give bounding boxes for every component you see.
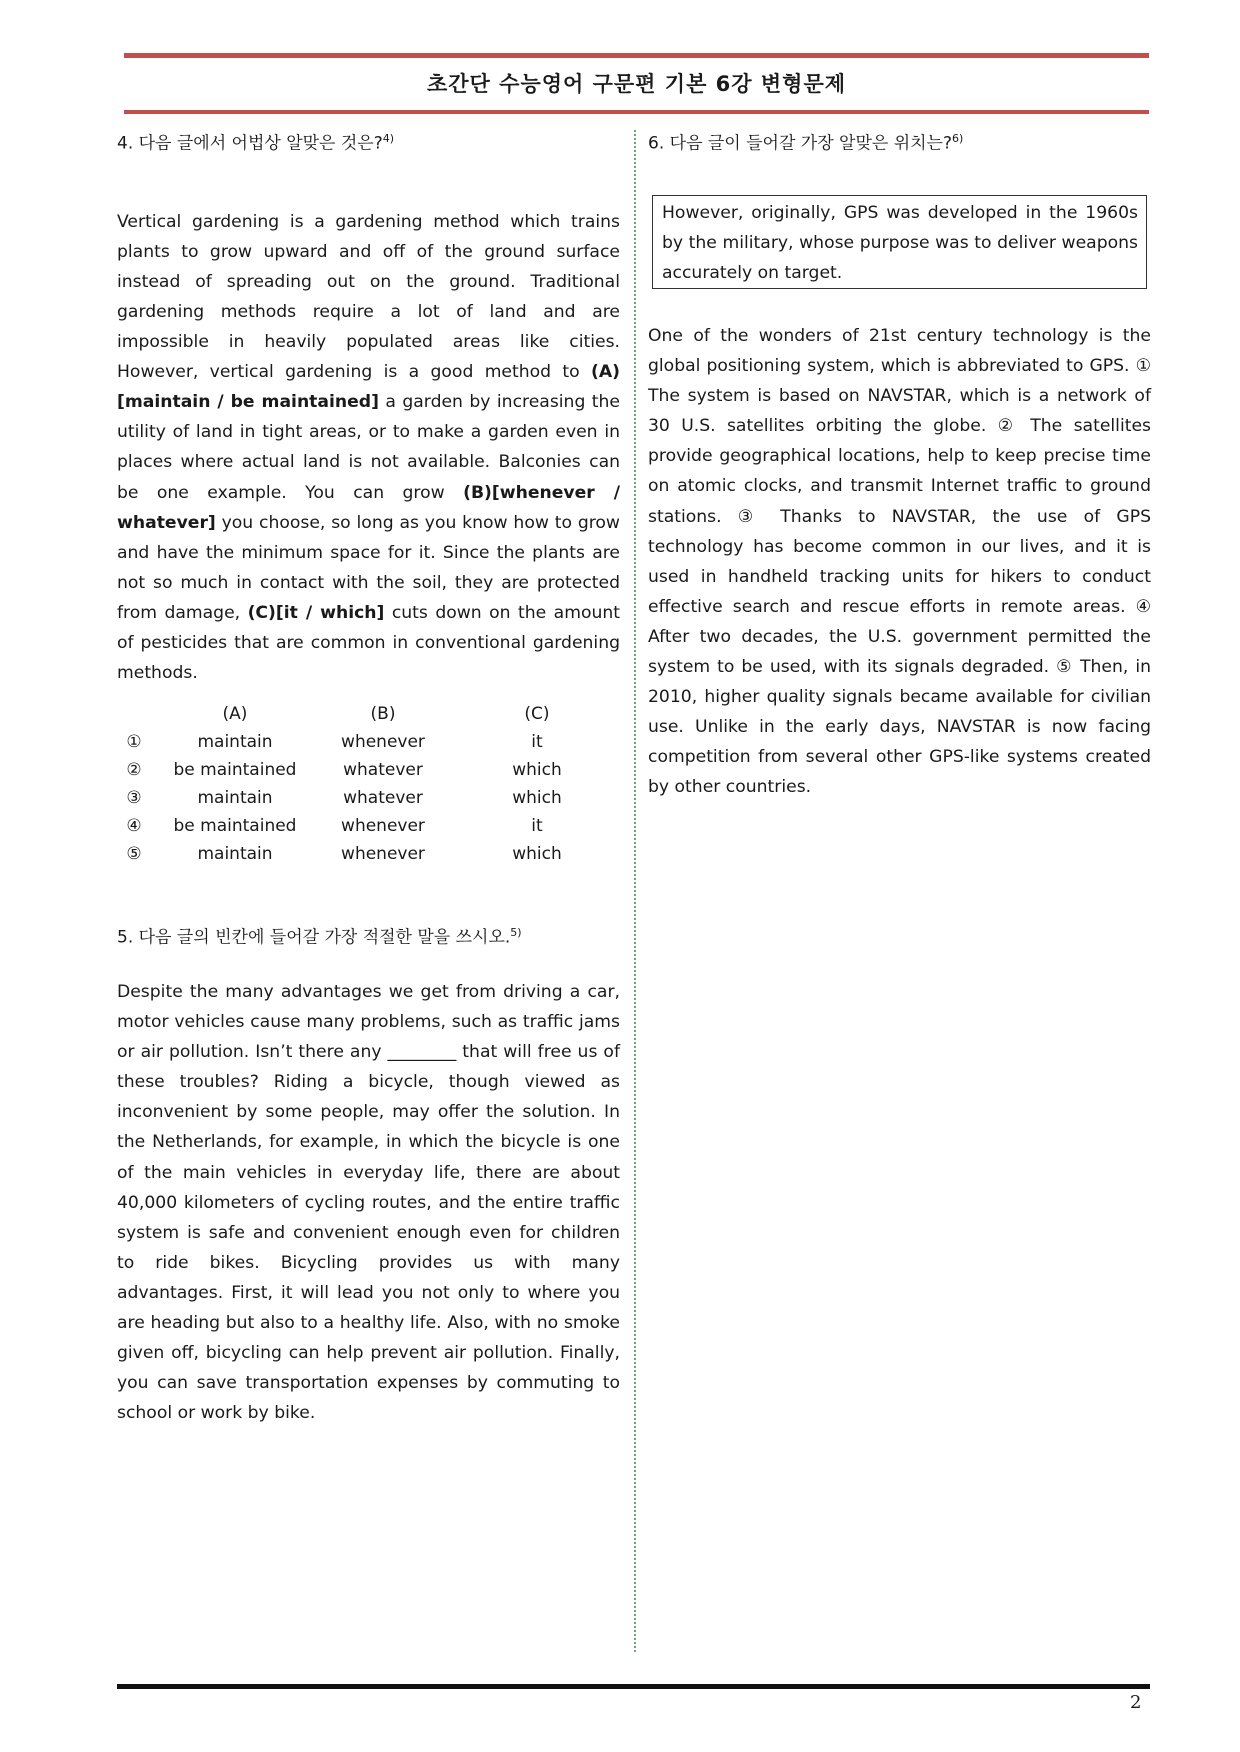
- option-number: ①: [126, 732, 142, 752]
- option-b: whatever: [343, 760, 423, 780]
- column-divider: [634, 130, 636, 1652]
- option-b: whenever: [341, 844, 425, 864]
- blank-a: (A)[maintain / be maintained]: [117, 362, 620, 413]
- question-6-passage: One of the wonders of 21st century technology is the global positioning system, which is abbreviated to GPS. ① The system is based on NAVSTAR, which is a network of 30 U.S. satellites orbiting the globe. ② The satellites provide geographical locations, help to keep precise time on atomic clocks, and transmit Internet traffic to ground stations. ③ Thanks to NAVSTAR, the use of GPS technology has become common in our lives, and it is used in handheld tracking units for hikers to conduct effective search and rescue efforts in remote areas. ④ After two decades, the U.S. government permitted the system to be used, with its signals degraded. ⑤ Then, in 2010, higher quality signals became available for civilian use. Unlike in the early days, NAVSTAR is now facing competition from several other GPS-like systems created by other countries.: [648, 325, 1151, 798]
- question-5-title: 5. 다음 글의 빈칸에 들어갈 가장 적절한 말을 쓰시오.$^{5)}$: [117, 926, 522, 948]
- footnote-ref: 5): [510, 926, 522, 939]
- option-number: ③: [126, 788, 142, 808]
- header-b: (B): [370, 704, 396, 724]
- answer-options-table: [117, 700, 627, 868]
- option-number: ②: [126, 760, 142, 780]
- question-5-passage: Despite the many advantages we get from driving a car, motor vehicles cause many problems, such as traffic jams or air pollution. Isn’t there any ________ that will free us of these troubles? Riding a bicycle, though viewed as inconvenient by some people, may offer the solution. In the Netherlands, for example, in which the bicycle is one of the main vehicles in everyday life, there are about 40,000 kilometers of cycling routes, and the entire traffic system is safe and convenient enough even for children to ride bikes. Bicycling provides us with many advantages. First, it will lead you not only to where you are heading but also to a healthy life. Also, with no smoke given off, bicycling can help prevent air pollution. Finally, you can save transportation expenses by commuting to school or work by bike.: [117, 982, 620, 1424]
- option-a: maintain: [197, 732, 273, 752]
- footnote-ref: 6): [952, 132, 964, 145]
- option-row[interactable]: [117, 756, 627, 784]
- option-b: whatever: [343, 788, 423, 808]
- option-c: which: [512, 844, 562, 864]
- page-title: 초간단 수능영어 구문편 기본 6강 변형문제: [426, 72, 847, 96]
- option-c: it: [531, 816, 543, 836]
- option-number: ④: [126, 816, 142, 836]
- header-c: (C): [524, 704, 550, 724]
- option-a: maintain: [197, 788, 273, 808]
- option-row[interactable]: [117, 784, 627, 812]
- header-bottom-rule: [124, 110, 1149, 114]
- option-number: ⑤: [126, 844, 142, 864]
- footer-rule: [117, 1684, 1150, 1689]
- question-4: [117, 126, 620, 688]
- blank-c: (C)[it / which]: [247, 602, 385, 623]
- option-a: maintain: [197, 844, 273, 864]
- question-6: [648, 126, 1151, 802]
- option-c: which: [512, 760, 562, 780]
- option-row[interactable]: [117, 812, 627, 840]
- question-4-title: 4. 다음 글에서 어법상 알맞은 것은?$^{4)}$: [117, 132, 395, 154]
- option-row[interactable]: [117, 840, 627, 868]
- option-c: it: [531, 732, 543, 752]
- question-4-passage: Vertical gardening is a gardening method which trains plants to grow upward and off of the ground surface instead of spreading out on the ground. Traditional gardening methods require a lot of land and are impossible in heavily populated areas like cities. However, vertical gardening is a good method to (A)[maintain / be maintained] a garden by increasing the utility of land in tight areas, or to make a garden even in places where actual land is not available. Balconies can be one example. You can grow (B)[whenever / whatever] you choose, so long as you know how to grow and have the minimum space for it. Since the plants are not so much in contact with the soil, they are protected from damage, (C)[it / which] cuts down on the amount of pesticides that are common in conventional gardening methods.: [117, 211, 621, 684]
- header-top-rule: [124, 53, 1149, 58]
- header-a: (A): [222, 704, 248, 724]
- option-a: be maintained: [173, 816, 297, 836]
- page-number: 2: [1130, 1692, 1142, 1713]
- insert-sentence-box: However, originally, GPS was developed in the 1960s by the military, whose purpose was to deliver weapons accurately on target.: [652, 195, 1147, 289]
- option-b: whenever: [341, 732, 425, 752]
- option-b: whenever: [341, 816, 425, 836]
- option-a: be maintained: [173, 760, 297, 780]
- footnote-ref: 4): [382, 132, 395, 145]
- question-6-title: 6. 다음 글이 들어갈 가장 알맞은 위치는?$^{6)}$: [648, 132, 964, 154]
- blank-b: (B)[whenever / whatever]: [117, 482, 620, 533]
- option-c: which: [512, 788, 562, 808]
- options-header-row: [117, 700, 627, 728]
- option-row[interactable]: [117, 728, 627, 756]
